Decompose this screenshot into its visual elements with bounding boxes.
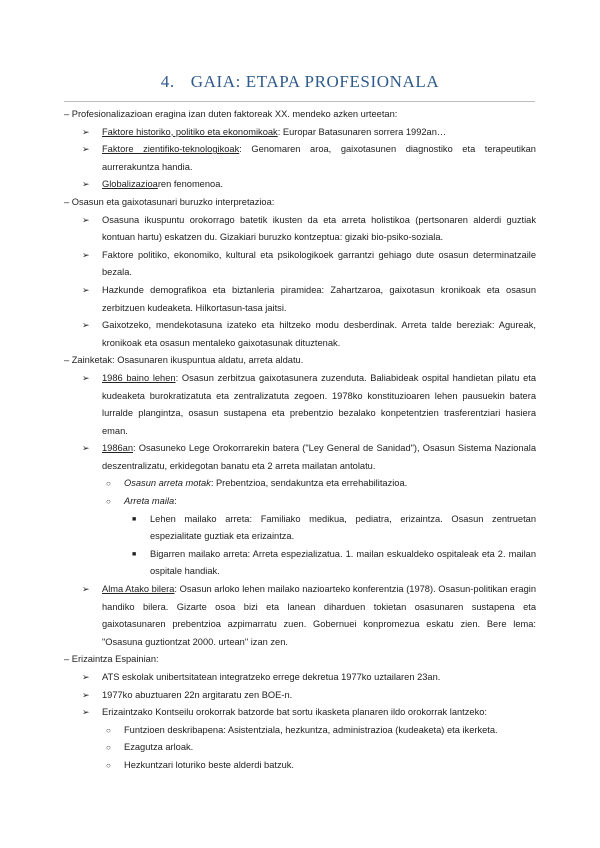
circle-bullet-icon: ○ xyxy=(106,743,111,753)
section-heading-care: – Zainketak: Osasunaren ikuspuntua aldatu, arreta aldatu. xyxy=(64,355,304,366)
list-item: ➢ Alma Atako bilera: Osasun arloko lehen mailako nazioarteko konferentzia (1978). Osasun-politikan eragin handiko bilera. Gizarte osoa bizi eta lanean diharduen tokietan osasunaren sustapena eta gaixotasunaren prebentzioa azpimarratu zuen. Gobernuei konpromezua eskatu zien. Bere lema: "Osasuna guztiontzat 2000. urtean" izan zen. xyxy=(64,581,536,651)
arrow-bullet-icon: ➢ xyxy=(82,126,90,137)
list-item: ➢ 1986an: Osasuneko Lege Orokorrarekin batera ("Ley General de Sanidad"), Osasun Sistema Nazionala deszentralizatu, erkidegotan banatu eta 2 arreta mailatan antolatu. xyxy=(64,440,536,475)
sub-list-item: ○ Arreta maila: xyxy=(64,493,536,511)
circle-bullet-icon: ○ xyxy=(106,725,111,735)
list-item: ➢ Gaixotzeko, mendekotasuna izateko eta hiltzeko modu desberdinak. Arreta talde bereziak: Agureak, kronikoak eta osasun mentaleko gaixotasunak dituztenak. xyxy=(64,317,536,352)
list-item: ➢ 1986 baino lehen: Osasun zerbitzua gaixotasunera zuzenduta. Baliabideak ospital handietan pilatu eta kudeaketa burokratizatuta eta zentralizatuta zegoen. 1978ko konstituzioaren lehen pausuekin batera lurralde plangintza, osasun sustapena eta prebentzio bezalako konpetentzien trasferentziari hasiera eman. xyxy=(64,370,536,440)
arrow-bullet-icon: ➢ xyxy=(82,689,90,700)
sub-sub-list-item: ■ Lehen mailako arreta: Familiako medikua, pediatra, erizaintza. Osasun zentruetan espezialitate guztiak eta erizaintza. xyxy=(64,511,536,546)
list-item: ➢ Faktore historiko, politiko eta ekonomikoak: Europar Batasunaren sorrera 1992an… xyxy=(64,124,536,142)
list-item: ➢ ATS eskolak unibertsitatean integratzeko errege dekretua 1977ko uztailaren 23an. xyxy=(64,669,536,687)
arrow-bullet-icon: ➢ xyxy=(82,214,90,225)
chapter-number: 4. xyxy=(160,72,175,91)
sub-sub-list-item: ■ Bigarren mailako arreta: Arreta espezializatua. 1. mailan eskualdeko ospitaleak eta 2. mailan ospitale handiak. xyxy=(64,546,536,581)
underlined-term: Globalizazioa xyxy=(102,179,158,190)
title-divider xyxy=(64,101,535,102)
circle-bullet-icon: ○ xyxy=(106,760,111,770)
list-item: ➢ Erizaintzako Kontseilu orokorrak batzorde bat sortu ikasketa planaren ildo orokorrak lantzeko: xyxy=(64,704,536,722)
underlined-term: Faktore zientifiko-teknologikoak xyxy=(102,144,240,155)
arrow-bullet-icon: ➢ xyxy=(82,249,90,260)
sub-list-item: ○ Funtzioen deskribapena: Asistentziala, hezkuntza, administrazioa (kudeaketa) eta ikerketa. xyxy=(64,722,536,740)
circle-bullet-icon: ○ xyxy=(106,479,111,489)
list-item: ➢ Osasuna ikuspuntu orokorrago batetik ikusten da eta arreta holistikoa (pertsonaren alderdi guztiak kontuan hartu) eskatzen du. Gizakiari buruzko kontzeptua: gizaki bio-psiko-soziala. xyxy=(64,212,536,247)
sub-list-item: ○ Osasun arreta motak: Prebentzioa, sendakuntza eta errehabilitazioa. xyxy=(64,475,536,493)
list-item: ➢ Globalizazioaren fenomenoa. xyxy=(64,176,536,194)
arrow-bullet-icon: ➢ xyxy=(82,284,90,295)
list-item: ➢ Faktore zientifiko-teknologikoak: Genomaren aroa, gaixotasunen diagnostiko eta terapeutikan aurrerakuntza handia. xyxy=(64,141,536,176)
underlined-term: Faktore historiko, politiko eta ekonomikoak xyxy=(102,126,278,137)
list-item: ➢ 1977ko abuztuaren 22n argitaratu zen BOE-n. xyxy=(64,687,536,705)
section-heading-factors: – Profesionalizazioan eragina izan duten faktoreak XX. mendeko azken urteetan: xyxy=(64,109,398,119)
circle-bullet-icon: ○ xyxy=(106,497,111,507)
list-item: ➢ Faktore politiko, ekonomiko, kultural eta psikologikoek garrantzi gehiago dute osasun determinatzaile bezala. xyxy=(64,247,536,282)
underlined-term: Alma Atako bilera xyxy=(102,584,175,595)
chapter-title-text: GAIA: ETAPA PROFESIONALA xyxy=(190,72,440,91)
arrow-bullet-icon: ➢ xyxy=(82,584,90,595)
arrow-bullet-icon: ➢ xyxy=(82,179,90,190)
arrow-bullet-icon: ➢ xyxy=(82,372,90,383)
arrow-bullet-icon: ➢ xyxy=(82,443,90,454)
arrow-bullet-icon: ➢ xyxy=(82,672,90,682)
underlined-term: 1986an xyxy=(102,443,134,454)
section-heading-health: – Osasun eta gaixotasunari buruzko interpretazioa: xyxy=(64,196,275,207)
arrow-bullet-icon: ➢ xyxy=(82,144,90,155)
sub-list-item: ○ Ezagutza arloak. xyxy=(64,739,536,757)
chapter-title xyxy=(0,72,600,92)
square-bullet-icon: ■ xyxy=(132,515,137,523)
square-bullet-icon: ■ xyxy=(132,550,137,558)
underlined-term: 1986 baino lehen xyxy=(102,372,176,383)
arrow-bullet-icon: ➢ xyxy=(82,707,90,718)
list-item: ➢ Hazkunde demografikoa eta biztanleria piramidea: Zahartzaroa, gaixotasun kronikoak eta osasun zerbitzuen kudeaketa. Hilkortasun-tasa jaitsi. xyxy=(64,282,536,317)
section-heading-nursing-spain: – Erizaintza Espainian: xyxy=(64,654,159,665)
italic-term: Osasun arreta motak xyxy=(124,478,211,489)
italic-term: Arreta maila xyxy=(124,496,175,507)
sub-list-item: ○ Hezkuntzari loturiko beste alderdi batzuk. xyxy=(64,757,536,775)
document-body xyxy=(64,106,536,775)
arrow-bullet-icon: ➢ xyxy=(82,320,90,331)
